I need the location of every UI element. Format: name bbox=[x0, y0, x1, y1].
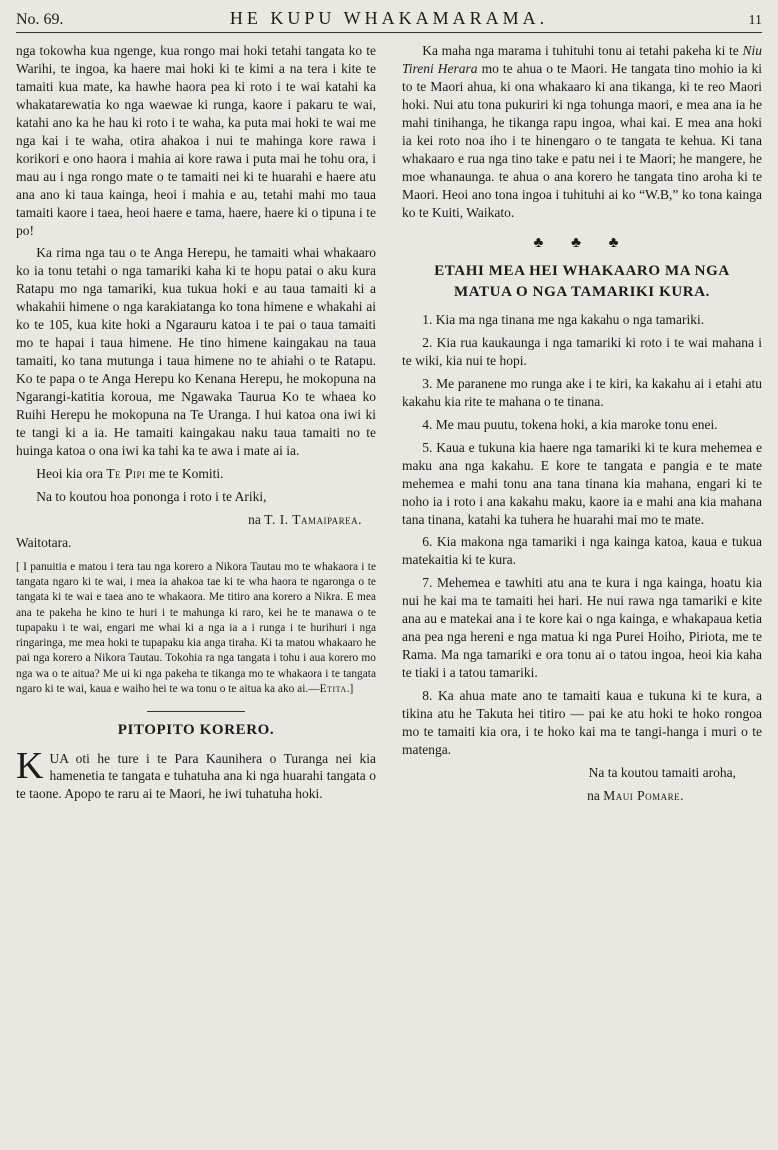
section-heading-etahi: ETAHI MEA HEI WHAKAARO MA NGA MATUA O NGA TAMARIKI KURA. bbox=[434, 263, 730, 300]
page-number: 11 bbox=[748, 13, 762, 28]
signature-name: T. I. Tamaiparea. bbox=[264, 511, 362, 527]
intro-text-end: mo te ahua o te Maori. He tangata tino mohio ia ki to te Maori ahua, ki ona whakaaro ki ana tikanga, ki te reo Maori hoki. Nui atu tona pukuriri ki nga tohunga maori, e mea ana ia he mahi tinihanga, he tikanga rapu ingoa, whai kai. E mea ana hoki ia kei roto noa iho i te hinengaro o te tangata te kehua. Ki tana whakaaro e rua nga tino take e patu nei i te Maori; he mangere, he moe whanaunga. te ahua o ana korero he tangata tino aroha ki te Maori. Heoi ano tona ingoa i tuhituhi ai ko “W.B,” ko tona kainga ko te Kuiti, Waikato. bbox=[402, 60, 762, 220]
closing-line bbox=[16, 465, 376, 483]
newspaper-title-italic: Niu Tireni Herara bbox=[402, 43, 762, 76]
masthead-title: HE KUPU WHAKAMARAMA. bbox=[229, 8, 549, 28]
signature-line bbox=[402, 787, 762, 805]
section-divider-rule bbox=[147, 711, 245, 712]
section-body bbox=[16, 744, 376, 804]
list-item-2: 2. Kia rua kaukaunga i nga tamariki ki roto i te wai mahana i te wiki, kia nui te hopi. bbox=[402, 334, 762, 368]
drop-cap: K bbox=[16, 744, 44, 787]
right-column bbox=[402, 42, 762, 810]
closing-text: Heoi kia ora bbox=[36, 465, 107, 481]
left-column bbox=[16, 42, 376, 810]
list-item-3: 3. Me paranene mo runga ake i te kiri, ka kakahu ai i etahi atu kakahu kia rite te mahana o te tinana. bbox=[402, 375, 762, 409]
list-item-4: 4. Me mau puutu, tokena hoki, a kia maroke tonu enei. bbox=[422, 416, 718, 432]
list-item-5: 5. Kaua e tukuna kia haere nga tamariki ki te kura mehemea e maku ana nga kakahu. E kore te tangata e pangia e te mate mehemea e mahi tonu ana tana tinana kia mahana, engari ki te noho ia i roto i ana kakahu maku, kaore ia e mahi ana kia mahana tana tinana, katahi ka tuhera he huarahi mai mo te mate. bbox=[402, 439, 762, 527]
section-heading-pitopito: PITOPITO KORERO. bbox=[117, 722, 275, 739]
page-header bbox=[16, 8, 762, 33]
closing-text-end: me te Komiti. bbox=[145, 465, 224, 481]
list-item-6: 6. Kia makona nga tamariki i nga kainga katoa, kaua e tukua matekaitia ki te kura. bbox=[402, 534, 762, 568]
place-line: Waitotara. bbox=[16, 534, 72, 550]
section-body-text: UA oti he ture i te Para Kaunihera o Turanga nei kia hamenetia te tangata e tuhatuha ana ki nga huarahi tangata o te taone. Apopo te raru ai te Maori, he iwi tuhatuha hoki. bbox=[16, 750, 376, 802]
editor-note-text: [ I panuitia e matou i tera tau nga korero a Nikora Tautau mo te whakaora i te tangata ngaro ki te wai, i mea ia ahakoa tae ki te wha haora te ngaronga o te tangata ki te wai e taea ano te whakaora. Me titiro ana korero a Nikra. E mea ana te pakeha he kino te huri i te mahunga ki raro, kei he te manawa o te tupapaku i te wai, engari me whai ki a nga ia a i runga i te hurihuri i nga ringaringa, me mea hoki te tupapaku kia anga tiraha. Ki ta matou whakaaro he pai nga korero a Nikora Tautau. Tokohia ra nga tangata i tohu i aua korero mo nga wa o te aitua? Me ui ki nga pakeha te tikanga mo te whakaora i te tangata ngaro ki te wai, kaua e waiho hei te wa tonu o te aitua ka ako ai.— bbox=[16, 560, 376, 695]
list-item-8: 8. Ka ahua mate ano te tamaiti kaua e tukuna ki te kura, a tikina atu he Takuta hei titiro — pai ke atu hoki te hoko rongoa mo te tamaiti kia ora, i te hoko kai ma te tangi-hanga i muri o te matenga. bbox=[402, 688, 762, 757]
editor-note-close: .] bbox=[346, 682, 354, 695]
clubs-separator: ♣ ♣ ♣ bbox=[533, 234, 631, 251]
list-item-7: 7. Mehemea e tawhiti atu ana te kura i nga kainga, hoatu kia nui he kai ma te tamaiti hei hari. He nui rawa nga tamariki e kite ana au e matekai ana i te kore kai o nga kainga, e whakapaua ketia ana pea nga hereni e nga matua ki nga Purei Hoiho, Piriota, me te Rama. Ma nga tamariki e ora tonu ai o tatou ingoa, heoi kia kaha te tiaki i a tatou tamariki. bbox=[402, 575, 762, 681]
intro-text: Ka maha nga marama i tuhituhi tonu ai tetahi pakeha ki te bbox=[422, 43, 743, 58]
two-column-body bbox=[16, 42, 762, 810]
signature-prefix: na bbox=[248, 511, 265, 527]
issue-number: No. 69. bbox=[16, 11, 64, 28]
paragraph-continuation: nga tokowha kua ngenge, kua rongo mai hoki tetahi tangata ko te Warihi, te ingoa, ka haere mai hoki ki te kimi a na tera i kite te tamaiti kua mate, ka hawhe haora pea ki roto i te wai katahi ka whakatarewatia ko nga waewae ki runga, kaore i pakaru te wai, katahi ano ka he hau ki roto i te waha, ka puta mai hoki te wai me nga kai i te waha, otira ahakoa i nui te mahinga kore rawa i korikori e ono haora i mahia ai kore rawa i puta mai he tohu ora, i mau au i nga rongo mate o te tamaiti nei ki te huarahi e haere atu ana ano ki taua kainga, heoi i mahia e au, tetahi mahi mo taua tamaiti kaore i taea, heoi haere e tama, haere, haere ki o tipuna i te po! bbox=[16, 43, 376, 238]
editor-note bbox=[16, 560, 376, 698]
valediction-line: Na ta koutou tamaiti aroha, bbox=[588, 764, 736, 780]
intro-paragraph bbox=[402, 42, 762, 222]
signature-line bbox=[16, 511, 376, 529]
paragraph: Ka rima nga tau o te Anga Herepu, he tamaiti whai whakaaro ko ia tonu tetahi o nga tamariki kaha ki te hopu patai o aku kura Ratapu mo nga tamariki, kua tukua hoki e au taua tamaiti ki a whakahii himene o nga karakiatanga ko tona himene e whakahi ai ko te 105, kua kite hoki a Ngarauru katoa i te pai o taua tamaiti mo te hapai i taua himene. He tino himene kaingakau na taua tamaiti, ko tana mutunga i taua himene no te ahiahi o te Ratapu. Ko te papa o te Anga Herepu ko Kenana Herepu, he mokopuna na Ngarangi-katitia koroua, me Ngawaka Taurua Ko te whaea ko Ruihi Herepu he mokopuna na Te Uranga. I hui katoa ona iwi ki te tangi ki a ia. He tamaiti kaingakau naku taua tamaiti no te huinga katoa o ona iwi ka tahi ka te awa i mate ai ia. bbox=[16, 245, 376, 458]
newspaper-name: Te Pipi bbox=[106, 465, 146, 481]
signature-name: Maui Pomare. bbox=[603, 787, 684, 803]
list-item-1: 1. Kia ma nga tinana me nga kakahu o nga tamariki. bbox=[422, 311, 705, 327]
editor-signature: Etita bbox=[319, 682, 347, 695]
signature-prefix: na bbox=[587, 787, 604, 803]
valediction-line: Na to koutou hoa pononga i roto i te Ariki, bbox=[36, 488, 267, 504]
